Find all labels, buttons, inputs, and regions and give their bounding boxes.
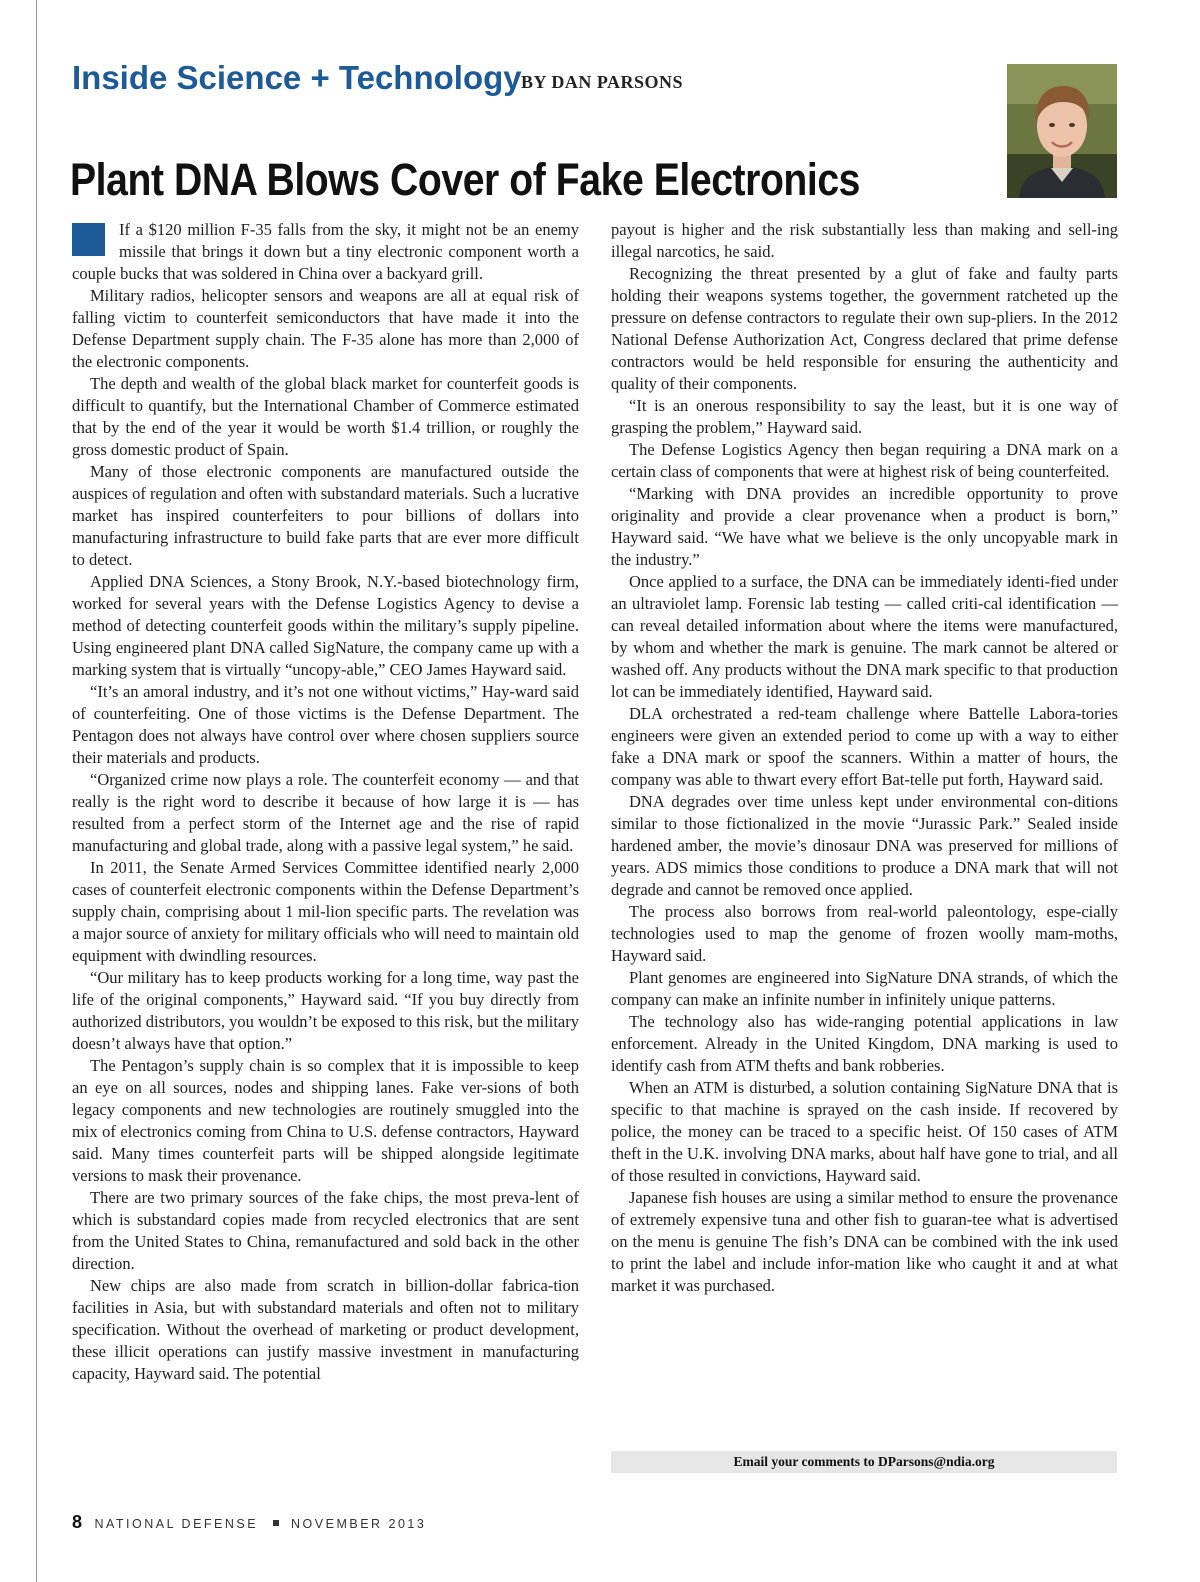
column-title: Inside Science + Technology	[72, 59, 522, 96]
email-link[interactable]: DParsons@ndia.org	[878, 1454, 995, 1469]
publication-name: NATIONAL DEFENSE	[94, 1517, 259, 1531]
article-paragraph: The process also borrows from real-world paleontology, espe-cially technologies used to map the genome of frozen woolly mam-moths, Hayward said.	[611, 902, 1118, 965]
article-paragraph: The technology also has wide-ranging potential applications in law enforcement. Already in the United Kingdom, DNA marking is used to identify cash from ATM thefts and bank robberies.	[611, 1012, 1118, 1075]
drop-cap-square	[72, 223, 105, 256]
page-edge-rule	[36, 0, 37, 1582]
article-paragraph: New chips are also made from scratch in billion-dollar fabrica-tion facilities in Asia, but with substandard materials and often not to military specification. Without the overhead of marketing or product development, these illicit operations can justify massive investment in manufacturing capacity, Hayward said. The potential	[72, 1276, 579, 1383]
article-paragraph: The depth and wealth of the global black market for counterfeit goods is difficult to quantify, but the International Chamber of Commerce estimated that by the end of the year it would be worth $1.4 trillion, or roughly the gross domestic product of Spain.	[72, 374, 579, 459]
issue-date: NOVEMBER 2013	[291, 1517, 427, 1531]
article-paragraph: DLA orchestrated a red-team challenge where Battelle Labora-tories engineers were given an extended period to come up with a way to either fake a DNA mark or spoof the scanners. Within a matter of hours, the company was able to thwart every effort Bat-telle put forth, Hayward said.	[611, 704, 1118, 789]
article-paragraph: Recognizing the threat presented by a glut of fake and faulty parts holding their weapons systems together, the government ratcheted up the pressure on defense contractors to regulate their own sup-pliers. In the 2012 National Defense Authorization Act, Congress declared that prime defense contractors would be held responsible for ensuring the authenticity and quality of their components.	[611, 264, 1118, 393]
article-left-column	[72, 219, 579, 1385]
email-comments-bar	[611, 1451, 1117, 1473]
article-paragraph: Military radios, helicopter sensors and weapons are all at equal risk of falling victim to counterfeit semiconductors that have made it into the Defense Department supply chain. The F-35 alone has more than 2,000 of the electronic components.	[72, 286, 579, 371]
article-paragraph: In 2011, the Senate Armed Services Committee identified nearly 2,000 cases of counterfeit electronic components within the Defense Department’s supply chain, comprising about 1 mil-lion specific parts. The revelation was a major source of anxiety for military officials who will need to maintain old equipment with dwindling resources.	[72, 858, 579, 965]
article-paragraph: payout is higher and the risk substantially less than making and sell-ing illegal narcotics, he said.	[611, 220, 1118, 261]
page-number: 8	[72, 1512, 83, 1532]
byline: BY DAN PARSONS	[521, 72, 684, 92]
author-portrait-icon	[1007, 64, 1117, 198]
article-paragraph: “Organized crime now plays a role. The counterfeit economy — and that really is the right word to describe it because of how large it is — has resulted from a perfect storm of the Internet age and the rise of rapid manufacturing and global trade, along with a passive legal system,” he said.	[72, 770, 579, 855]
headline: Plant DNA Blows Cover of Fake Electronics	[70, 154, 861, 205]
article-right-column	[611, 219, 1118, 1297]
article-paragraph: Plant genomes are engineered into SigNature DNA strands, of which the company can make an infinite number in infinitely unique patterns.	[611, 968, 1118, 1009]
article-paragraph: The Pentagon’s supply chain is so complex that it is impossible to keep an eye on all sources, nodes and shipping lanes. Fake ver-sions of both legacy components and new technologies are routinely smuggled into the mix of electronics coming from China to U.S. defense contractors, Hayward said. Many times counterfeit parts will be shipped alongside legitimate versions to mask their provenance.	[72, 1056, 579, 1185]
page-footer	[72, 1512, 426, 1533]
article-paragraph: Many of those electronic components are manufactured outside the auspices of regulation and often with substandard materials. Such a lucrative market has inspired counterfeiters to pour billions of dollars into manufacturing infrastructure to build fake parts that are ever more difficult to detect.	[72, 462, 579, 569]
article-paragraph: Japanese fish houses are using a similar method to ensure the provenance of extremely expensive tuna and other fish to guaran-tee what is advertised on the menu is genuine The fish’s DNA can be combined with the ink used to print the label and include infor-mation like who caught it and at what market it was purchased.	[611, 1188, 1118, 1295]
article-paragraph	[72, 219, 579, 285]
article-paragraph: “It is an onerous responsibility to say the least, but it is one way of grasping the problem,” Hayward said.	[611, 396, 1118, 437]
footer-separator-icon	[273, 1520, 279, 1526]
article-paragraph: Applied DNA Sciences, a Stony Brook, N.Y.-based biotechnology firm, worked for several years with the Defense Logistics Agency to devise a method of detecting counterfeit goods within the military’s supply pipeline. Using engineered plant DNA called SigNature, the company came up with a marking system that is virtually “uncopy-able,” CEO James Hayward said.	[72, 572, 579, 679]
article-paragraph: DNA degrades over time unless kept under environmental con-ditions similar to those fictionalized in the movie “Jurassic Park.” Sealed inside hardened amber, the movie’s dinosaur DNA was preserved for millions of years. ADS mimics those conditions to produce a DNA mark that will not degrade and cannot be removed once applied.	[611, 792, 1118, 899]
email-label: Email your comments to	[733, 1454, 875, 1469]
author-photo	[1007, 64, 1117, 198]
article-paragraph: “It’s an amoral industry, and it’s not one without victims,” Hay-ward said of counterfeiting. One of those victims is the Defense Department. The Pentagon does not always have control over where chosen suppliers source their materials and products.	[72, 682, 579, 767]
article-paragraph: There are two primary sources of the fake chips, the most preva-lent of which is substandard copies made from recycled electronics that are sent from the United States to China, remanufactured and sold back in the other direction.	[72, 1188, 579, 1273]
article-paragraph: “Our military has to keep products working for a long time, way past the life of the original components,” Hayward said. “If you buy directly from authorized distributors, you wouldn’t be exposed to this risk, but the military doesn’t always have that option.”	[72, 968, 580, 1053]
article-paragraph: The Defense Logistics Agency then began requiring a DNA mark on a certain class of components that were at highest risk of being counterfeited.	[611, 440, 1118, 481]
paragraph-text: If a $120 million F-35 falls from the sky, it might not be an enemy missile that brings it down but a tiny electronic component worth a couple bucks that was soldered in China over a backyard grill.	[72, 220, 579, 283]
article-paragraph: “Marking with DNA provides an incredible opportunity to prove originality and provide a clear provenance when a product is born,” Hayward said. “We have what we believe is the only uncopyable mark in the industry.”	[611, 484, 1118, 569]
article-paragraph: When an ATM is disturbed, a solution containing SigNature DNA that is specific to that machine is sprayed on the cash inside. If recovered by police, the money can be traced to a specific heist. Of 150 cases of ATM theft in the U.K. involving DNA marks, about half have gone to trial, and all of those resulted in convictions, Hayward said.	[611, 1078, 1118, 1185]
article-paragraph: Once applied to a surface, the DNA can be immediately identi-fied under an ultraviolet lamp. Forensic lab testing — called criti-cal identification — can reveal detailed information about where the items were manufactured, by whom and whether the mark is genuine. The mark cannot be altered or washed off. Any products without the DNA mark specific to that production lot can be immediately identified, Hayward said.	[611, 572, 1118, 701]
